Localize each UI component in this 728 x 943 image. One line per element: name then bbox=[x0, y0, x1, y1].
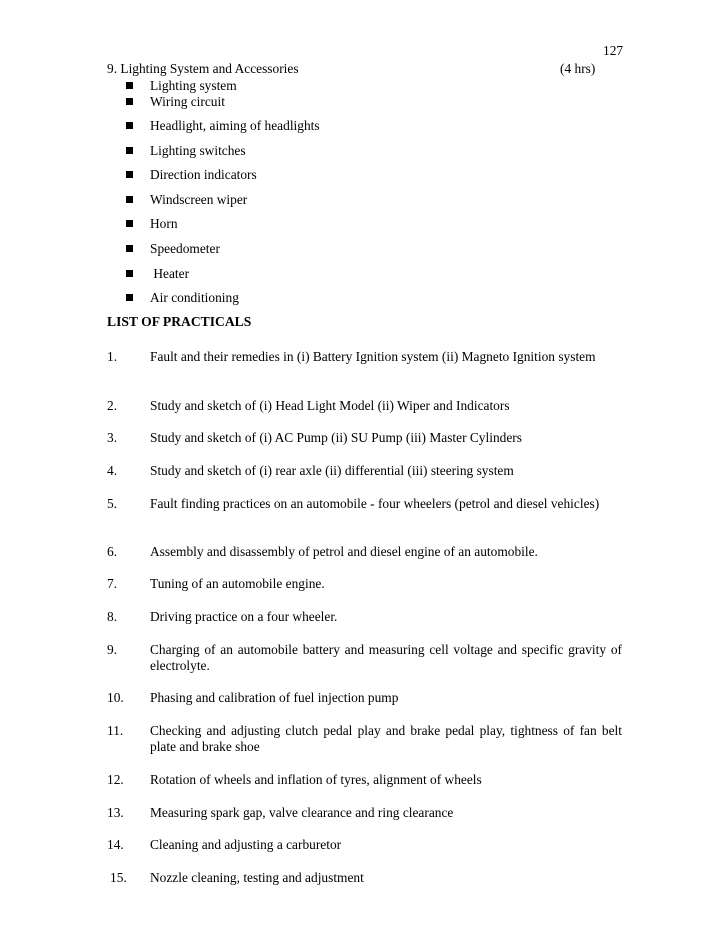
practical-text: Charging of an automobile battery and measuring cell voltage and specific gravity of electrolyte. bbox=[150, 642, 622, 673]
practical-number: 12. bbox=[107, 772, 124, 787]
list-item-text: Air conditioning bbox=[150, 290, 239, 305]
practical-text: Driving practice on a four wheeler. bbox=[150, 609, 338, 624]
bullet-square-icon bbox=[126, 82, 133, 89]
bullet-square-icon bbox=[126, 196, 133, 203]
practical-text: Study and sketch of (i) Head Light Model (ii) Wiper and Indicators bbox=[150, 398, 510, 413]
practical-text: Cleaning and adjusting a carburetor bbox=[150, 837, 342, 852]
practical-number: 8. bbox=[107, 609, 118, 624]
practical-text: Measuring spark gap, valve clearance and ring clearance bbox=[150, 805, 454, 820]
list-item-text: Heater bbox=[150, 266, 190, 281]
list-item-text: Lighting system bbox=[150, 78, 237, 93]
practical-number: 4. bbox=[107, 463, 118, 478]
practical-text: Study and sketch of (i) rear axle (ii) differential (iii) steering system bbox=[150, 463, 514, 478]
bullet-square-icon bbox=[126, 294, 133, 301]
section-hours: (4 hrs) bbox=[560, 61, 596, 76]
practical-text: Study and sketch of (i) AC Pump (ii) SU Pump (iii) Master Cylinders bbox=[150, 430, 522, 445]
bullet-square-icon bbox=[126, 98, 133, 105]
practical-text: Rotation of wheels and inflation of tyres, alignment of wheels bbox=[150, 772, 482, 787]
bullet-square-icon bbox=[126, 245, 133, 252]
practical-number: 9. bbox=[107, 642, 118, 657]
practical-number: 10. bbox=[107, 690, 124, 705]
practical-text: Tuning of an automobile engine. bbox=[150, 576, 325, 591]
practical-number: 2. bbox=[107, 398, 118, 413]
practical-text: Nozzle cleaning, testing and adjustment bbox=[150, 870, 364, 885]
practicals-heading: LIST OF PRACTICALS bbox=[107, 314, 252, 329]
practical-number: 3. bbox=[107, 430, 118, 445]
page-number: 127 bbox=[603, 43, 624, 58]
list-item-text: Lighting switches bbox=[150, 143, 246, 158]
practical-number: 5. bbox=[107, 496, 118, 511]
bullet-square-icon bbox=[126, 122, 133, 129]
list-item-text: Speedometer bbox=[150, 241, 220, 256]
list-item-text: Wiring circuit bbox=[150, 94, 225, 109]
section-title: 9. Lighting System and Accessories bbox=[107, 61, 299, 76]
bullet-square-icon bbox=[126, 171, 133, 178]
bullet-square-icon bbox=[126, 270, 133, 277]
practical-number: 11. bbox=[107, 723, 124, 738]
list-item-text: Direction indicators bbox=[150, 167, 257, 182]
practical-text: Assembly and disassembly of petrol and diesel engine of an automobile. bbox=[150, 544, 538, 559]
practical-number: 7. bbox=[107, 576, 118, 591]
practical-text: Fault and their remedies in (i) Battery Ignition system (ii) Magneto Ignition system bbox=[150, 349, 596, 364]
list-item-text: Horn bbox=[150, 216, 178, 231]
practical-text: Phasing and calibration of fuel injection pump bbox=[150, 690, 399, 705]
bullet-square-icon bbox=[126, 220, 133, 227]
list-item-text: Windscreen wiper bbox=[150, 192, 248, 207]
practical-number: 15. bbox=[110, 870, 127, 885]
practical-text: Checking and adjusting clutch pedal play and brake pedal play, tightness of fan belt plate and brake shoe bbox=[150, 723, 622, 754]
list-item-text: Headlight, aiming of headlights bbox=[150, 118, 320, 133]
practical-number: 14. bbox=[107, 837, 124, 852]
bullet-square-icon bbox=[126, 147, 133, 154]
practical-number: 13. bbox=[107, 805, 124, 820]
practical-number: 6. bbox=[107, 544, 118, 559]
practical-text: Fault finding practices on an automobile - four wheelers (petrol and diesel vehicles) bbox=[150, 496, 600, 511]
practical-number: 1. bbox=[107, 349, 118, 364]
